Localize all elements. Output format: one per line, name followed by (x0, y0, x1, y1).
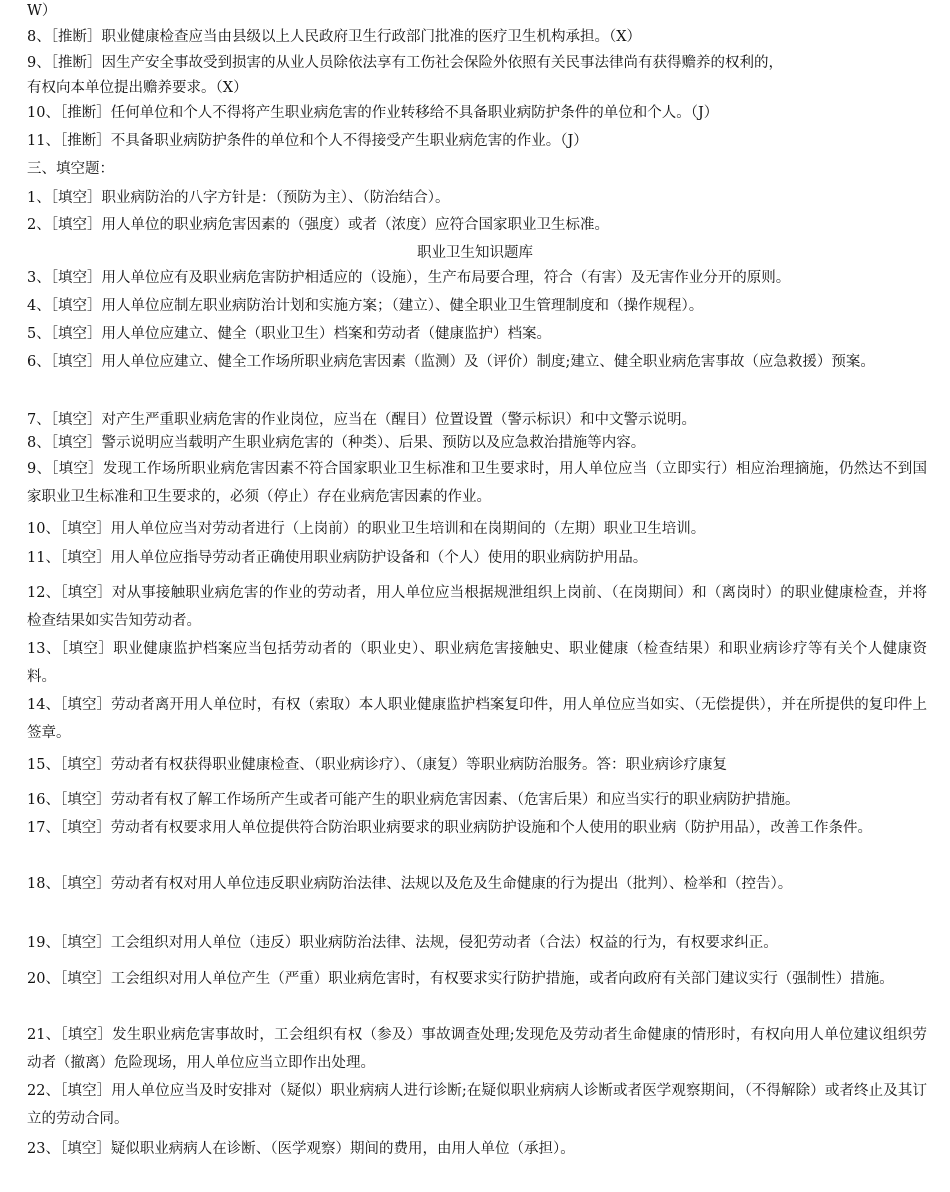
text-line: 16、［填空］劳动者有权了解工作场所产生或者可能产生的职业病危害因素、（危害后果）和应当实行的职业病防护措施。 (27, 792, 800, 808)
text-line: 有权向本单位提出赡养要求。（X） (27, 80, 248, 96)
text-line: 8、［推断］职业健康检查应当由县级以上人民政府卫生行政部门批准的医疗卫生机构承担。（X） (27, 29, 642, 45)
text-paragraph: 12、［填空］对从事接触职业病危害的作业的劳动者，用人单位应当根据规泄组织上岗前、（在岗期间）和（离岗时）的职业健康检查，并将检查结果如实告知劳动者。 (27, 585, 927, 629)
text-line: 1、［填空］职业病防治的八字方针是：（预防为主）、（防治结合）。 (27, 190, 450, 206)
text-line: 2、［填空］用人单位的职业病危害因素的（强度）或者（浓度）应符合国家职业卫生标准。 (27, 217, 609, 233)
text-paragraph: 20、［填空］工会组织对用人单位产生（严重）职业病危害时，有权要求实行防护措施，或者向政府有关部门建议实行（强制性）措施。 (27, 971, 894, 987)
text-paragraph: 9、［填空］发现工作场所职业病危害因素不符合国家职业卫生标准和卫生要求时，用人单位应当（立即实行）相应治理摘施，仍然达不到国家职业卫生标准和卫生要求的，必须（停止）存在业病危害因素的作业。 (27, 461, 927, 505)
text-paragraph: 13、［填空］职业健康监护档案应当包括劳动者的（职业史）、职业病危害接触史、职业健康（检查结果）和职业病诊疗等有关个人健康资料。 (27, 641, 927, 685)
text-line: 7、［填空］对产生严重职业病危害的作业岗位，应当在（醒目）位置设置（警示标识）和中文警示说明。 (27, 412, 696, 428)
text-line: 5、［填空］用人单位应建立、健全（职业卫生）档案和劳动者（健康监护）档案。 (27, 326, 551, 342)
text-line: 3、［填空］用人单位应有及职业病危害防护相适应的（设施），生产布局要合理，符合（有害）及无害作业分开的原则。 (27, 270, 791, 286)
text-line: 19、［填空］工会组织对用人单位（违反）职业病防治法律、法规，侵犯劳动者（合法）权益的行为，有权要求纠正。 (27, 935, 778, 951)
text-paragraph: 17、［填空］劳动者有权要求用人单位提供符合防治职业病要求的职业病防护设施和个人使用的职业病（防护用品），改善工作条件。 (27, 820, 872, 836)
text-line: 4、［填空］用人单位应制左职业病防治计划和实施方案；（建立）、健全职业卫生管理制度和（操作规程）。 (27, 298, 704, 314)
text-paragraph: 18、［填空］劳动者有权对用人单位违反职业病防治法律、法规以及危及生命健康的行为提出（批判）、检举和（控告）。 (27, 876, 793, 892)
section-heading: 三、填空题： (27, 161, 114, 177)
text-line: 11、［填空］用人单位应指导劳动者正确使用职业病防护设备和（个人）使用的职业病防护用品。 (27, 550, 648, 566)
text-line: 8、［填空］警示说明应当载明产生职业病危害的（种类）、后果、预防以及应急救治措施等内容。 (27, 435, 646, 451)
text-paragraph: 21、［填空］发生职业病危害事故时，工会组织有权（参及）事故调查处理;发现危及劳动者生命健康的情形时，有权向用人单位建议组织劳动者（撤离）危险现场，用人单位应当立即作出处理。 (27, 1027, 927, 1071)
text-paragraph: 22、［填空］用人单位应当及时安排对（疑似）职业病病人进行诊断;在疑似职业病病人诊断或者医学观察期间，（不得解除）或者终止及其订立的劳动合同。 (27, 1083, 927, 1127)
text-line: 11、［推断］不具备职业病防护条件的单位和个人不得接受产生职业病危害的作业。（J） (27, 133, 588, 149)
text-line: 23、［填空］疑似职业病病人在诊断、（医学观察）期间的费用，由用人单位（承担）。 (27, 1141, 575, 1157)
text-paragraph: 14、［填空］劳动者离开用人单位时，有权（索取）本人职业健康监护档案复印件，用人单位应当如实、（无偿提供），并在所提供的复印件上签章。 (27, 697, 927, 741)
page-title: 职业卫生知识题库 (417, 245, 533, 261)
text-line: 10、［填空］用人单位应当对劳动者进行（上岗前）的职业卫生培训和在岗期间的（左期）职业卫生培训。 (27, 521, 706, 537)
text-line: 9、［推断］因生产安全事故受到损害的从业人员除依法享有工伤社会保险外依照有关民事法律尚有获得赡养的权利的， (27, 55, 783, 71)
text-line: W） (27, 3, 57, 19)
text-line: 10、［推断］任何单位和个人不得将产生职业病危害的作业转移给不具备职业病防护条件的单位和个人。（J） (27, 105, 719, 121)
text-line: 15、［填空］劳动者有权获得职业健康检查、（职业病诊疗）、（康复）等职业病防治服务。答：职业病诊疗康复 (27, 757, 727, 773)
text-paragraph: 6、［填空］用人单位应建立、健全工作场所职业病危害因素（监测）及（评价）制度;建立、健全职业病危害事故（应急救援）预案。 (27, 354, 875, 370)
